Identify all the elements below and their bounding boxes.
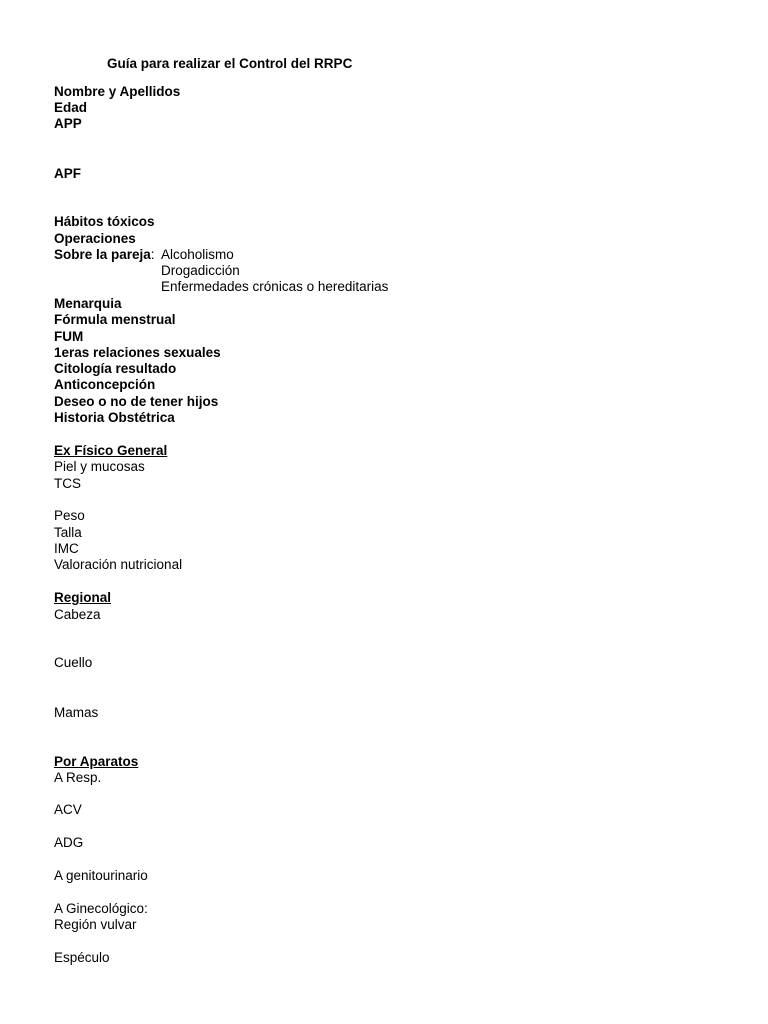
regional-cabeza: Cabeza (54, 607, 101, 622)
field-historia: Historia Obstétrica (54, 410, 175, 425)
pareja-separator: : (150, 247, 159, 262)
aparato-acv: ACV (54, 802, 82, 817)
field-pareja (54, 247, 158, 263)
regional-mamas: Mamas (54, 705, 99, 720)
pareja-item: Alcoholismo (161, 247, 234, 262)
section-heading-aparatos: Por Aparatos (54, 754, 139, 769)
aparato-genitourinario: A genitourinario (54, 868, 148, 883)
aparato-ginecologico: A Ginecológico: (54, 901, 148, 916)
ex-fisico-item: Piel y mucosas (54, 459, 145, 474)
field-operaciones: Operaciones (54, 231, 136, 246)
field-relaciones: 1eras relaciones sexuales (54, 345, 221, 360)
medida-item: Peso (54, 508, 85, 523)
field-app: APP (54, 116, 82, 131)
field-anticoncepcion: Anticoncepción (54, 377, 156, 392)
ex-fisico-item: TCS (54, 476, 81, 491)
field-edad: Edad (54, 100, 88, 115)
pareja-label: Sobre la pareja (54, 247, 151, 262)
medida-item: IMC (54, 541, 79, 556)
aparato-resp: A Resp. (54, 770, 102, 785)
medida-item: Talla (54, 525, 82, 540)
field-deseo: Deseo o no de tener hijos (54, 394, 219, 409)
field-formula: Fórmula menstrual (54, 312, 176, 327)
aparato-especulo: Espéculo (54, 950, 110, 965)
field-citologia: Citología resultado (54, 361, 177, 376)
field-apf: APF (54, 166, 81, 181)
section-heading-ex-fisico: Ex Físico General (54, 443, 168, 458)
field-nombre: Nombre y Apellidos (54, 84, 181, 99)
medida-item: Valoración nutricional (54, 557, 183, 572)
field-fum: FUM (54, 329, 84, 344)
aparato-adg: ADG (54, 835, 84, 850)
pareja-item: Drogadicción (161, 263, 240, 278)
field-menarquia: Menarquia (54, 296, 122, 311)
section-heading-regional: Regional (54, 590, 112, 605)
regional-cuello: Cuello (54, 655, 93, 670)
pareja-item: Enfermedades crónicas o hereditarias (161, 279, 389, 294)
document-title: Guía para realizar el Control del RRPC (107, 56, 353, 71)
field-habitos: Hábitos tóxicos (54, 214, 155, 229)
aparato-region-vulvar: Región vulvar (54, 917, 137, 932)
